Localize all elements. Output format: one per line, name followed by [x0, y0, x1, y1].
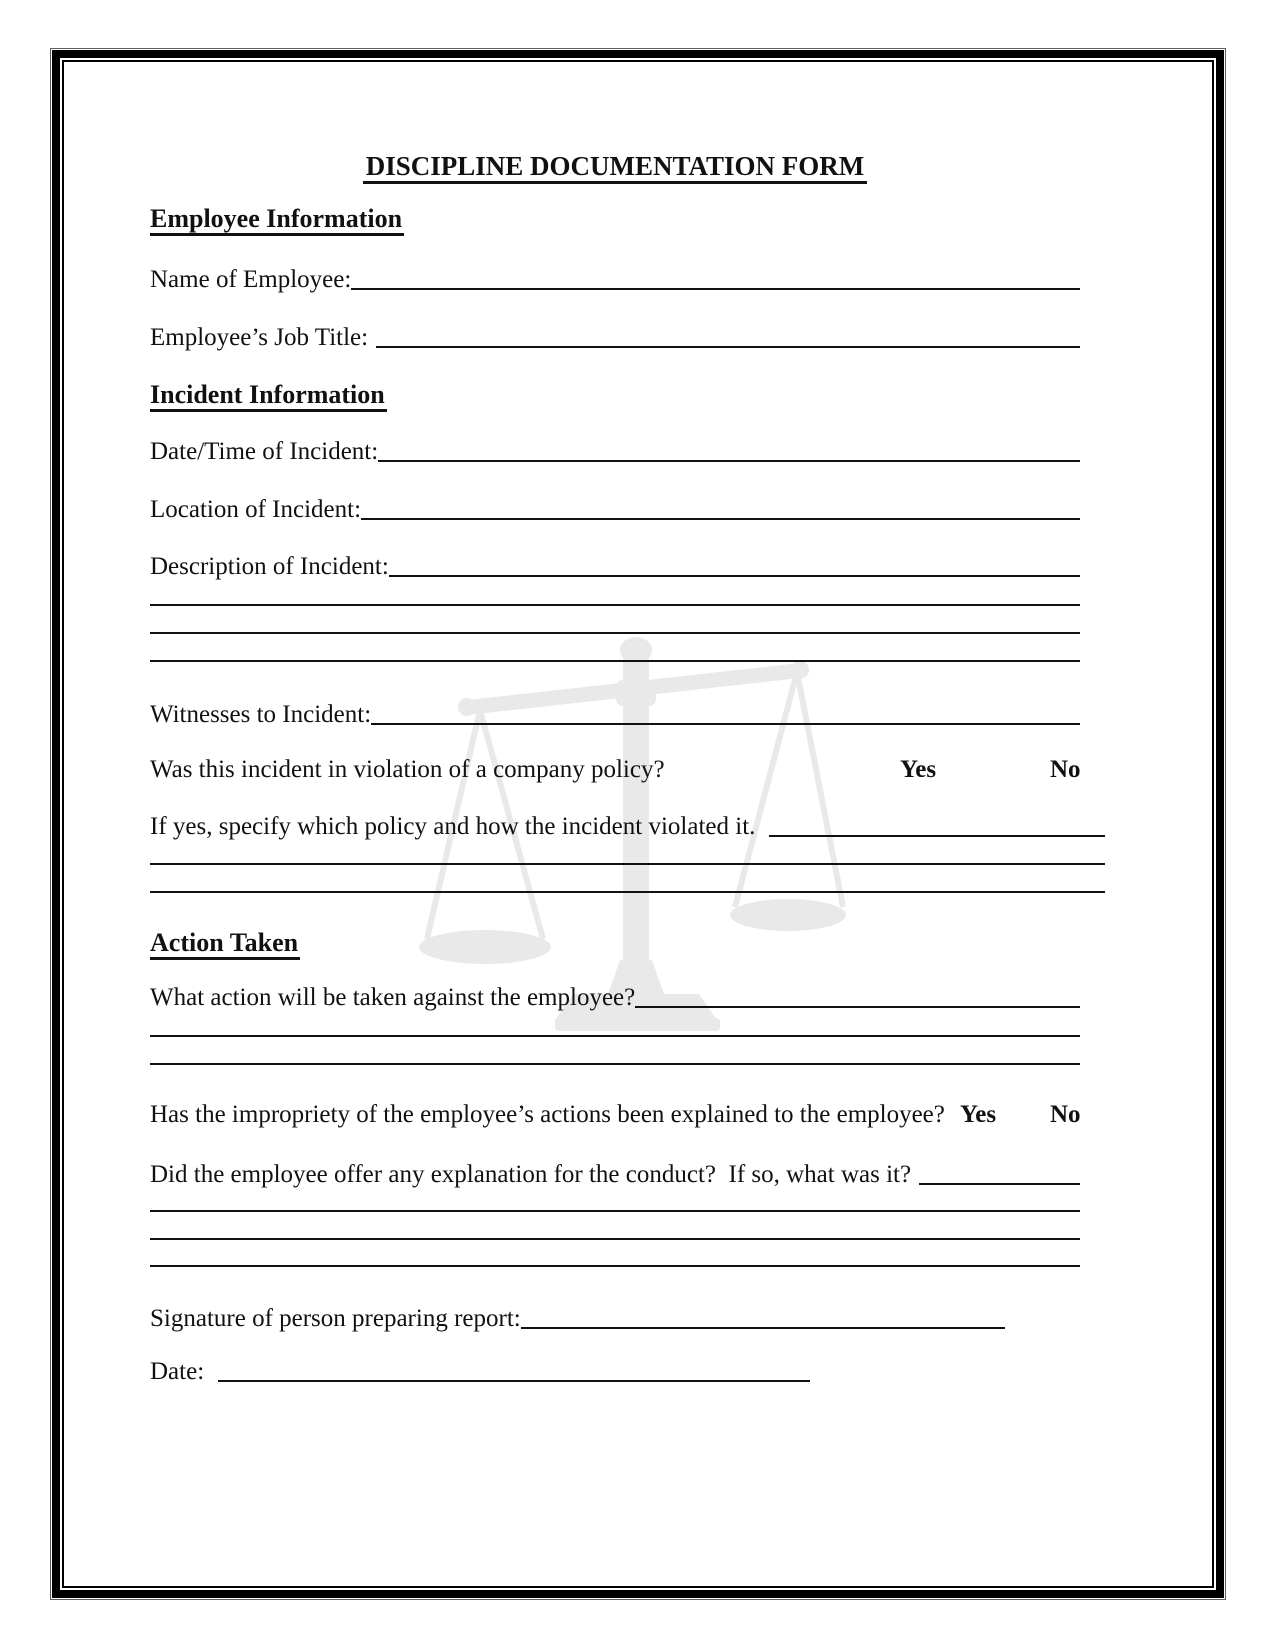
field-row-employee-name — [150, 266, 1080, 293]
impropriety-explained-question: Has the impropriety of the employee’s actions been explained to the employee? — [150, 1101, 945, 1128]
ruled-line — [150, 604, 1080, 606]
field-row-report-date — [150, 1358, 810, 1385]
incident-location-label: Location of Incident: — [150, 496, 362, 523]
policy-violation-no-option: No — [1050, 756, 1081, 783]
page-title: DISCIPLINE DOCUMENTATION FORM — [363, 152, 868, 184]
witnesses-label: Witnesses to Incident: — [150, 701, 372, 728]
field-row-employee-explanation — [150, 1161, 1080, 1188]
field-row-incident-description — [150, 553, 1080, 580]
ruled-line — [150, 1265, 1080, 1267]
impropriety-explained-no-option: No — [1050, 1101, 1081, 1128]
impropriety-explained-yes-option: Yes — [960, 1101, 997, 1128]
preparer-signature-line — [521, 1305, 1005, 1329]
employee-name-label: Name of Employee: — [150, 266, 352, 293]
section-heading-incident-information: Incident Information — [150, 381, 387, 412]
preparer-signature-label: Signature of person preparing report: — [150, 1305, 521, 1332]
employee-name-line — [351, 266, 1080, 290]
ruled-line — [150, 632, 1080, 634]
policy-violation-question: Was this incident in violation of a company policy? — [150, 756, 665, 783]
field-row-incident-location — [150, 496, 1080, 523]
question-row-impropriety-explained — [150, 1101, 1080, 1128]
question-row-policy-violation — [150, 756, 1080, 783]
incident-location-line — [361, 496, 1080, 520]
employee-explanation-line — [919, 1161, 1080, 1185]
job-title-line — [376, 324, 1080, 348]
witnesses-line — [371, 701, 1080, 725]
field-row-policy-violation-detail — [150, 813, 1105, 840]
incident-description-label: Description of Incident: — [150, 553, 389, 580]
incident-datetime-label: Date/Time of Incident: — [150, 438, 379, 465]
ruled-line — [150, 1063, 1080, 1065]
action-against-employee-line — [635, 984, 1080, 1008]
policy-violation-detail-line — [769, 813, 1105, 837]
ruled-line — [150, 1035, 1080, 1037]
ruled-line — [150, 891, 1105, 893]
field-row-action-against-employee — [150, 984, 1080, 1011]
section-heading-employee-information: Employee Information — [150, 205, 404, 236]
section-heading-action-taken: Action Taken — [150, 929, 300, 960]
field-row-preparer-signature — [150, 1305, 1005, 1332]
ruled-line — [150, 1210, 1080, 1212]
report-date-line — [218, 1358, 810, 1382]
ruled-line — [150, 660, 1080, 662]
ruled-line — [150, 863, 1105, 865]
incident-description-line — [389, 553, 1080, 577]
policy-violation-detail-label: If yes, specify which policy and how the incident violated it. — [150, 813, 756, 840]
employee-explanation-label: Did the employee offer any explanation for the conduct? If so, what was it? — [150, 1161, 912, 1188]
report-date-label: Date: — [150, 1358, 205, 1385]
field-row-job-title — [150, 324, 1080, 351]
incident-datetime-line — [378, 438, 1080, 462]
field-row-incident-datetime — [150, 438, 1080, 465]
ruled-line — [150, 1238, 1080, 1240]
title-container — [150, 152, 1080, 184]
job-title-label: Employee’s Job Title: — [150, 324, 369, 351]
action-against-employee-label: What action will be taken against the employee? — [150, 984, 636, 1011]
field-row-witnesses — [150, 701, 1080, 728]
policy-violation-yes-option: Yes — [900, 756, 937, 783]
